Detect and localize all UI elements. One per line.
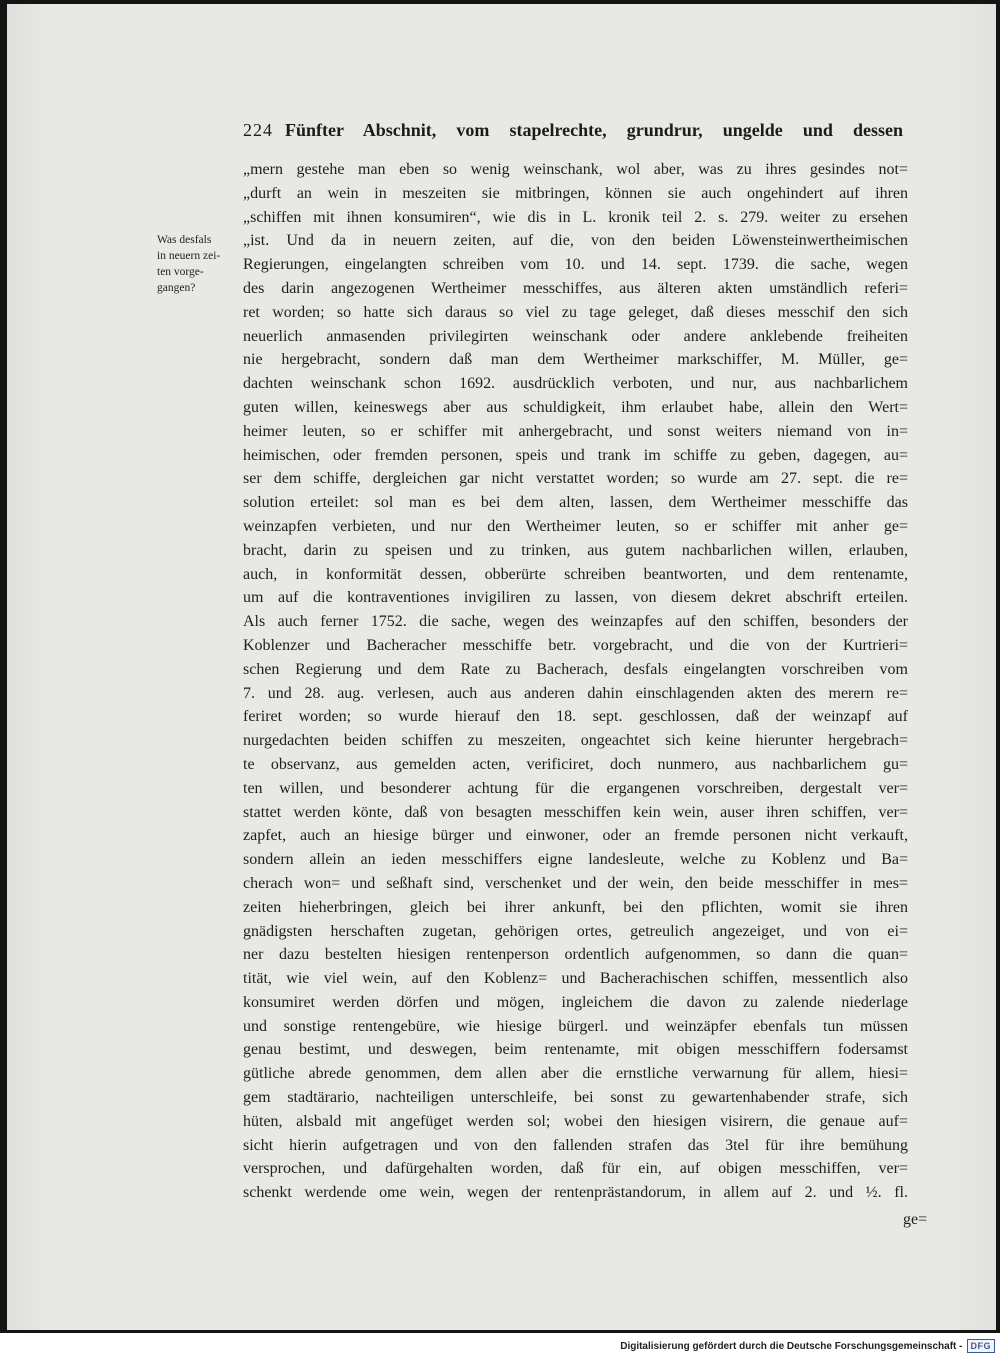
text-line: des darin angezogenen Wertheimer messchiffes, aus älteren akten umständlich referi= [243, 279, 908, 297]
text-line: „mern gestehe man eben so wenig weinschank, wol aber, was zu ihres gesindes not= [243, 161, 908, 178]
text-line: heimischen, oder fremden personen, speis und trank im schiffe zu geben, dagegen, au= [243, 446, 908, 464]
text-line: auch, in konformität dessen, obberürte schreiben beantworten, und dem rentenamte, [243, 565, 908, 583]
text-line: genau bestimt, und deswegen, beim rentenamte, mit obigen messchiffern fodersamst [243, 1041, 908, 1059]
text-line: solution erteilet: sol man es bei dem alten, lassen, dem Wertheimer messchiffe das [243, 494, 908, 512]
body-text [243, 158, 908, 1205]
text-line: ret worden; so hatte sich daraus so viel zu tage geleget, daß dieses messchif den sich [243, 303, 908, 321]
text-line: zapfet, auch an hiesige bürger und einwoner, oder an fremde personen nicht verkauft, [243, 827, 908, 845]
running-head-title: Fünfter Abschnit, vom stapelrechte, grundrur, ungelde und dessen [285, 120, 903, 140]
text-line: Als auch ferner 1752. die sache, wegen des weinzapfes auf den schiffen, besonders der [243, 613, 908, 631]
text-line: nurgedachten beiden schiffen zu meszeiten, ongeachtet sich keine hierunter hergebrach= [243, 732, 908, 750]
margin-note [157, 232, 239, 296]
margin-note-line: in neuern zei- [157, 250, 221, 262]
text-line: „ist. Und da in neuern zeiten, auf die, von den beiden Löwensteinwertheimischen [243, 232, 908, 250]
text-line: sicht hierin aufgetragen und von den fallenden strafen das 3tel für ihre bemühung [243, 1136, 908, 1154]
running-head [243, 118, 903, 142]
text-line: zeiten hieherbringen, gleich bei ihrer ankunft, bei den pflichten, womit sie ihren [243, 898, 908, 916]
margin-note-line: Was desfals [157, 234, 212, 246]
text-line: sondern allein an ieden messchiffers eigne landesleute, welche zu Koblenz und Ba= [243, 851, 908, 869]
text-line: schen Regierung und dem Rate zu Bacherach, desfals eingelangten vorschreiben vom [243, 660, 908, 678]
text-line: gem stadtärario, nachteiligen unterschleife, bei sonst zu gewartenhabender strafe, sich [243, 1089, 908, 1107]
text-line: versprochen, und dafürgehalten worden, daß für ein, auf obigen messchiffen, ver= [243, 1160, 908, 1178]
text-line: ten willen, und besonderer achtung für die ergangenen vorschreiben, dergestalt ver= [243, 779, 908, 797]
text-line: dachten weinschank schon 1692. ausdrücklich verboten, und nur, aus nachbarlichem [243, 375, 908, 393]
text-line: schenkt werdende ome wein, wegen der rentenprästandorum, in allem auf 2. und ½. fl. [243, 1184, 908, 1202]
text-line: tität, wie viel wein, auf den Koblenz= und Bacherachischen schiffen, messentlich also [243, 970, 908, 988]
page-number: 224 [243, 120, 273, 140]
footer-credit [620, 1339, 995, 1353]
text-line: „durft an wein in meszeiten sie mitbringen, können sie auch ongehindert auf ihren [243, 184, 908, 202]
text-line: heimer leuten, so er schiffer mit anhergebracht, und sonst weiters niemand von in= [243, 422, 908, 440]
text-line: weinzapfen verbieten, und nur den Wertheimer leuten, so er schiffer mit anher ge= [243, 517, 908, 535]
text-line: guten willen, keineswegs aber aus schuldigkeit, ihm erlaubet habe, allein den Wert= [243, 398, 908, 416]
text-line: stattet werden könte, daß von besagten messchiffen kein wein, auser ihren schiffen, ver= [243, 803, 908, 821]
text-line: konsumiret werden dörfen und mögen, ingleichem die davon zu zalende niederlage [243, 993, 908, 1011]
catchword: ge= [903, 1211, 928, 1228]
text-line: bracht, darin zu speisen und zu trinken, aus gutem nachbarlichen willen, erlauben, [243, 541, 908, 559]
margin-note-line: gangen? [157, 282, 196, 294]
dfg-logo-icon: DFG [967, 1339, 996, 1353]
footer-credit-text: Digitalisierung gefördert durch die Deutsche Forschungsgemeinschaft - [620, 1340, 963, 1352]
text-line: und sonstige rentengebüre, wie hiesige bürgerl. und weinzäpfer ebenfals tun müssen [243, 1017, 908, 1035]
text-line: 7. und 28. aug. verlesen, auch aus anderen dahin einschlagenden akten des merern re= [243, 684, 908, 702]
text-line: um auf die kontraventiones invigiliren zu lassen, von diesem dekret abschrift erteilen. [243, 589, 908, 607]
text-line: Regierungen, eingelangten schreiben vom 10. und 14. sept. 1739. die sache, wegen [243, 256, 908, 274]
text-line: Koblenzer und Bacheracher messchiffe betr. vorgebracht, und die von der Kurtrieri= [243, 636, 908, 654]
text-line: te observanz, aus gemelden acten, verificiret, doch nunmero, aus nachbarlichem gu= [243, 755, 908, 773]
text-line: ser dem schiffe, dergleichen gar nicht verstattet worden; so wurde am 27. sept. die re= [243, 470, 908, 488]
text-line: gütliche abrede genommen, dem allen aber die ernstliche verwarnung für allem, hiesi= [243, 1065, 908, 1083]
text-line: nie hergebracht, sondern daß man dem Wertheimer markschiffer, M. Müller, ge= [243, 351, 908, 369]
text-line: cherach won= und seßhaft sind, verschenket und der wein, den beide messchiffer in mes= [243, 874, 908, 892]
text-line: gnädigsten herschaften zugetan, gehörigen ortes, getreulich angezeiget, und von ei= [243, 922, 908, 940]
text-line: ner dazu bestelten hiesigen rentenperson ordentlich aufgenommen, so dann die quan= [243, 946, 908, 964]
text-line: „schiffen mit ihnen konsumiren“, wie dis in L. kronik teil 2. s. 279. weiter zu ersehen [243, 208, 908, 226]
margin-note-line: ten vorge- [157, 266, 204, 278]
text-line: neuerlich anmasenden privilegirten weinschank oder andere anklebende freiheiten [243, 327, 908, 345]
text-line: feriret worden; so wurde hierauf den 18. sept. geschlossen, daß der weinzapf auf [243, 708, 908, 726]
text-line: hüten, alsbald mit angefüget werden sol; wobei den hiesigen visirern, die genaue auf= [243, 1112, 908, 1130]
